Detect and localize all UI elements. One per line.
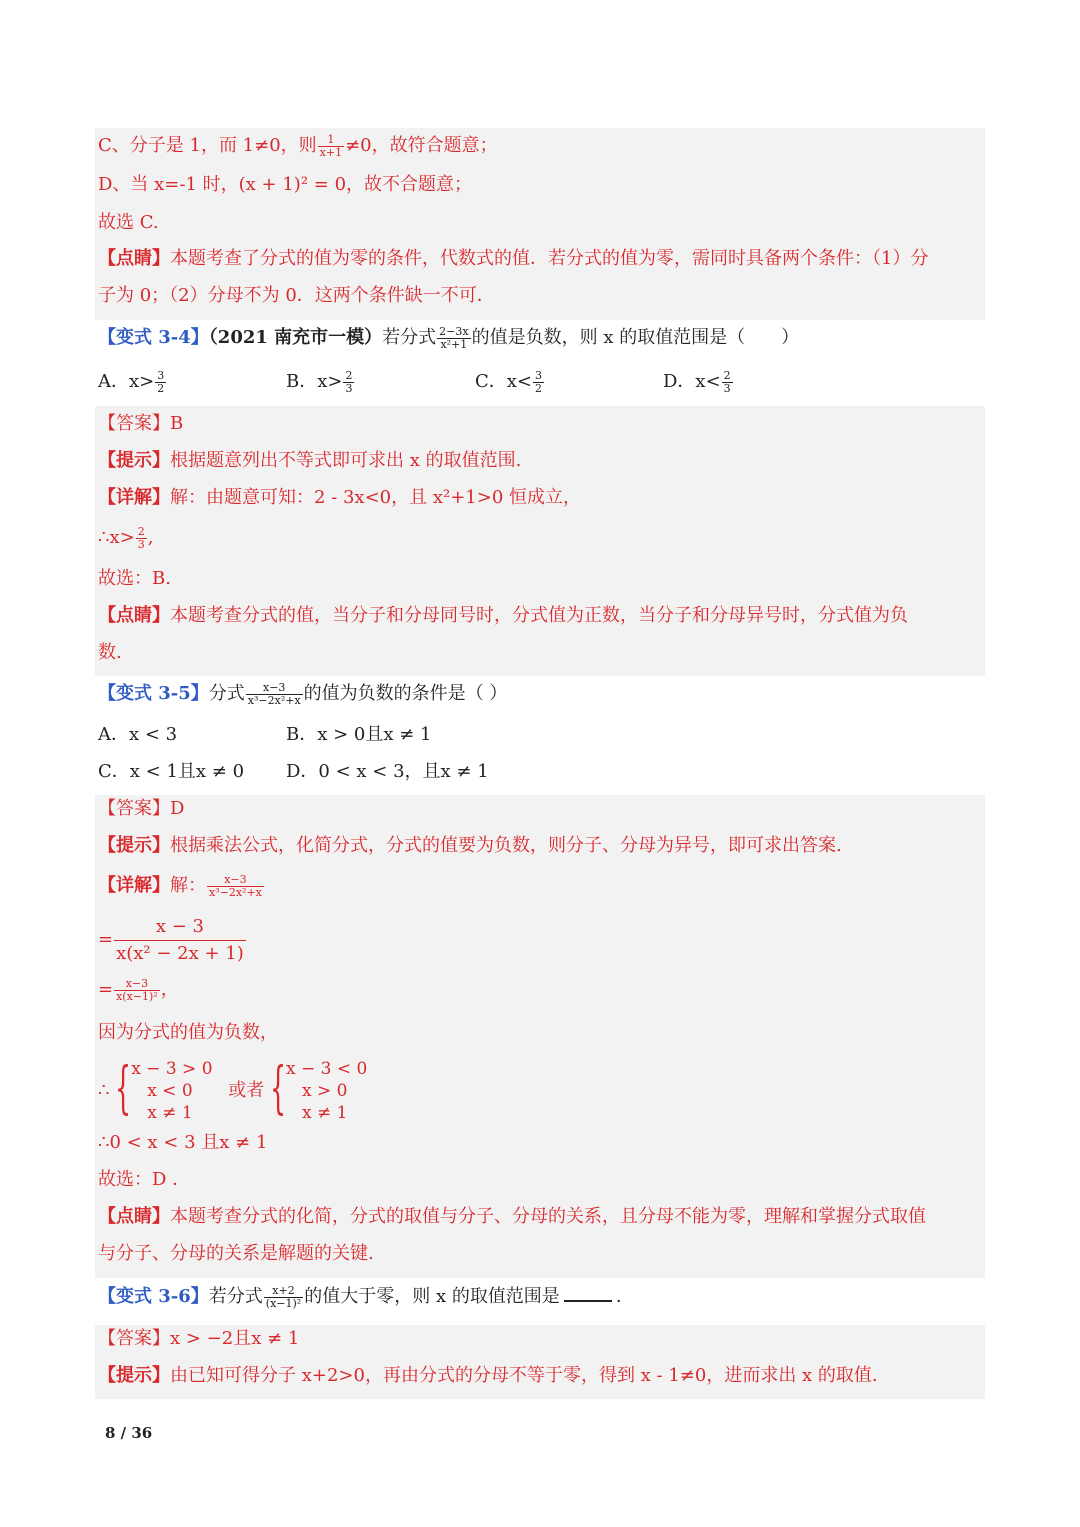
option-a: A．x < 3: [98, 724, 178, 745]
option-d: D．0 < x < 3，且x ≠ 1: [286, 761, 489, 782]
system-3-5: ∴ { x − 3 > 0 x < 0 x ≠ 1 或者 { x − 3 < 0 x > 0 x ≠ 1: [98, 1056, 368, 1123]
choose-line-1: 故选 C.: [98, 212, 159, 233]
option-b: B．x> $\frac{2}{3}$: [286, 368, 353, 395]
tip-3-4a: 【点睛】本题考查分式的值，当分子和分母同号时，分式值为正数，当分子和分母异号时，分式值为负: [98, 605, 908, 626]
question-3-4-options: [98, 364, 898, 400]
question-3-6-stem: 【变式 3-6】若分式 $\frac{x+2}{\text{(x−1)²}}$ 的值大于零，则 x 的取值范围是 .: [98, 1283, 622, 1310]
detail-3-5: 【详解】解： $\frac{x-3}{\text{x³−2x²+x}}$: [98, 872, 262, 899]
hint-3-6: 【提示】由已知可得分子 x+2>0，再由分式的分母不等于零，得到 x - 1≠0，进而求出 x 的取值.: [98, 1365, 878, 1386]
option-c: C．x < 1且x ≠ 0: [98, 761, 245, 782]
result-3-5: ∴0 < x < 3 且x ≠ 1: [98, 1132, 268, 1153]
option-c-analysis: C、分子是 1，而 1≠0，则 $\frac{1}{x+1}$ ≠0，故符合题意；: [98, 132, 498, 159]
inequality-system-1: { x − 3 > 0 x < 0 x ≠ 1: [115, 1056, 213, 1123]
choose-3-4: 故选：B.: [98, 568, 171, 589]
step-2-3-5: = $\frac{x - 3}{\text{x(x² − 2x + 1)}}$: [98, 915, 244, 964]
option-c: C．x< $\frac{3}{2}$: [475, 368, 543, 395]
step-3-3-5: = $\frac{x-3}{\text{x(x−1)²}}$ ，: [98, 976, 179, 1003]
answer-3-5: 【答案】D: [98, 798, 185, 819]
page-number: 8 / 36: [105, 1424, 153, 1442]
question-3-4-stem: 【变式 3-4】（2021 南充市一模）若分式 $\frac{2-3x}{\text{x²+1}}$ 的值是负数，则 x 的取值范围是（ ）: [98, 324, 800, 351]
option-a: A．x> $\frac{3}{2}$: [98, 368, 165, 395]
question-3-5-stem: 【变式 3-5】分式 $\frac{x-3}{\text{x³−2x²+x}}$ 的值为负数的条件是（ ）: [98, 680, 508, 707]
tip-3-5b: 与分子、分母的关系是解题的关键.: [98, 1243, 374, 1264]
option-d: D．x< $\frac{2}{3}$: [663, 368, 731, 395]
therefore-3-4: ∴x> $\frac{2}{3}$ ,: [98, 524, 154, 551]
option-b: B．x > 0且x ≠ 1: [286, 724, 432, 745]
answer-3-4: 【答案】B: [98, 413, 184, 434]
because-3-5: 因为分式的值为负数，: [98, 1022, 278, 1043]
tip-3-4b: 数.: [98, 642, 122, 663]
answer-3-6: 【答案】x > −2且x ≠ 1: [98, 1328, 300, 1349]
question-3-5-options-row2: [98, 754, 798, 790]
hint-3-4: 【提示】根据题意列出不等式即可求出 x 的取值范围.: [98, 450, 522, 471]
detail-3-4: 【详解】解：由题意可知：2 - 3x<0，且 x²+1>0 恒成立，: [98, 487, 581, 508]
tip-3-5a: 【点睛】本题考查分式的化简，分式的取值与分子、分母的关系，且分母不能为零，理解和掌握分式取值: [98, 1206, 926, 1227]
tip-line-1b: 子为 0；（2）分母不为 0．这两个条件缺一不可．: [98, 285, 495, 306]
tip-line-1a: 【点睛】本题考查了分式的值为零的条件，代数式的值．若分式的值为零，需同时具备两个条件：（1）分: [98, 248, 929, 269]
hint-3-5: 【提示】根据乘法公式，化简分式，分式的值要为负数，则分子、分母为异号，即可求出答案.: [98, 835, 842, 856]
option-d-analysis: D、当 x=-1 时，(x + 1)² = 0，故不合题意；: [98, 174, 473, 195]
question-3-5-options-row1: [98, 717, 798, 753]
inequality-system-2: { x − 3 < 0 x > 0 x ≠ 1: [269, 1056, 368, 1123]
choose-3-5: 故选：D ．: [98, 1169, 191, 1190]
answer-blank: [564, 1300, 612, 1302]
